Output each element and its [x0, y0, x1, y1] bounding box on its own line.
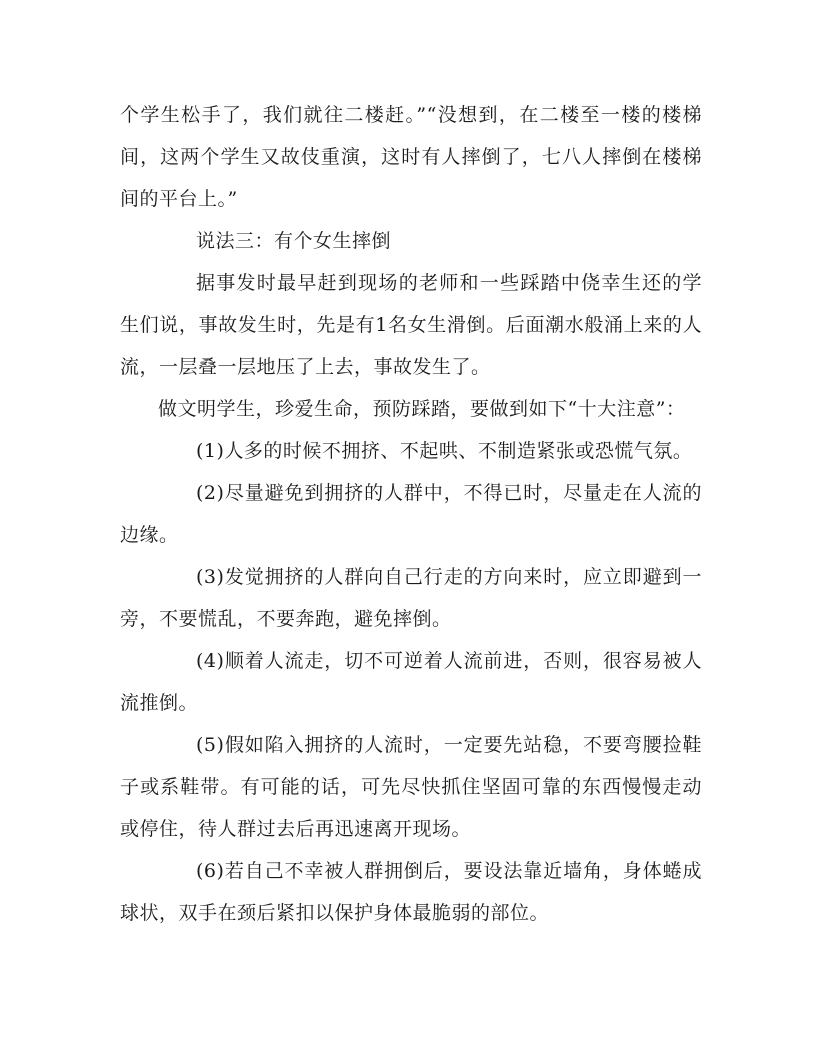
paragraph-account: 据事发时最早赶到现场的老师和一些踩踏中侥幸生还的学生们说，事故发生时，先是有1名女生滑倒。后面潮水般涌上来的人流，一层叠一层地压了上去，事故发生了。: [120, 272, 702, 378]
list-item-rule-6: (6)若自己不幸被人群拥倒后，要设法靠近墙角，身体蜷成球状，双手在颈后紧扣以保护身体最脆弱的部位。: [120, 860, 702, 924]
list-item-rule-5: (5)假如陷入拥挤的人流时，一定要先站稳，不要弯腰捡鞋子或系鞋带。有可能的话，可先尽快抓住坚固可靠的东西慢慢走动或停住，待人群过去后再迅速离开现场。: [120, 734, 702, 840]
paragraph-intro-rules: 做文明学生，珍爱生命，预防踩踏，要做到如下“十大注意”：: [158, 398, 686, 420]
section-heading: 说法三：有个女生摔倒: [196, 230, 392, 252]
document-page: [120, 94, 702, 934]
paragraph-continuation: 个学生松手了，我们就往二楼赶。”“没想到，在二楼至一楼的楼梯间，这两个学生又故伎重演，这时有人摔倒了，七八人摔倒在楼梯间的平台上。”: [120, 104, 702, 210]
list-item-rule-1: (1)人多的时候不拥挤、不起哄、不制造紧张或恐慌气氛。: [196, 440, 693, 462]
list-item-rule-4: (4)顺着人流走，切不可逆着人流前进，否则，很容易被人流推倒。: [120, 650, 702, 714]
list-item-rule-3: (3)发觉拥挤的人群向自己行走的方向来时，应立即避到一旁，不要慌乱，不要奔跑，避免摔倒。: [120, 566, 702, 630]
list-item-rule-2: (2)尽量避免到拥挤的人群中，不得已时，尽量走在人流的边缘。: [120, 482, 702, 546]
